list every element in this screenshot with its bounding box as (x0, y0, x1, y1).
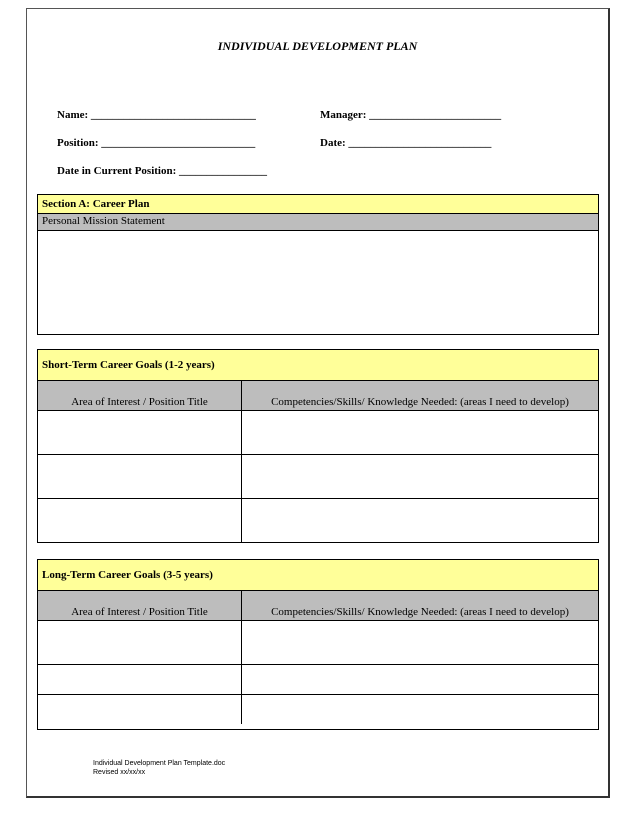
long-term-col-competencies: Competencies/Skills/ Knowledge Needed: (areas I need to develop) (271, 606, 569, 618)
short-term-header: Short-Term Career Goals (1-2 years) (38, 350, 598, 380)
short-term-competency-cell-3[interactable] (242, 499, 598, 542)
long-term-header: Long-Term Career Goals (3-5 years) (38, 560, 598, 590)
document-page (26, 8, 610, 798)
long-term-area-cell-2[interactable] (38, 665, 242, 694)
date-in-position-field[interactable]: Date in Current Position: ________________ (57, 165, 268, 177)
table-row (38, 620, 598, 664)
long-term-col-area: Area of Interest / Position Title (38, 591, 242, 620)
short-term-column-headers (38, 380, 598, 410)
table-row (38, 410, 598, 454)
long-term-column-headers (38, 590, 598, 620)
short-term-area-cell-2[interactable] (38, 455, 242, 498)
short-term-col-area: Area of Interest / Position Title (38, 381, 242, 410)
long-term-competency-cell-1[interactable] (242, 621, 598, 664)
long-term-area-cell-3[interactable] (38, 695, 242, 724)
manager-field[interactable]: Manager: ________________________ (320, 109, 502, 121)
footer-revised: Revised xx/xx/xx (93, 769, 146, 776)
short-term-goals-section (37, 349, 599, 543)
position-field[interactable]: Position: ____________________________ (57, 137, 256, 149)
section-a-career-plan (37, 194, 599, 335)
short-term-col-competencies: Competencies/Skills/ Knowledge Needed: (areas I need to develop) (271, 396, 569, 408)
date-field[interactable]: Date: __________________________ (320, 137, 492, 149)
footer-filename: Individual Development Plan Template.doc (93, 760, 226, 767)
long-term-competency-cell-2[interactable] (242, 665, 598, 694)
mission-statement-label: Personal Mission Statement (38, 213, 598, 230)
mission-statement-input[interactable] (38, 230, 598, 335)
table-row (38, 694, 598, 724)
table-row (38, 454, 598, 498)
short-term-competency-cell-1[interactable] (242, 411, 598, 454)
long-term-area-cell-1[interactable] (38, 621, 242, 664)
short-term-area-cell-3[interactable] (38, 499, 242, 542)
long-term-goals-section (37, 559, 599, 730)
name-field[interactable]: Name: ______________________________ (57, 109, 256, 121)
short-term-competency-cell-2[interactable] (242, 455, 598, 498)
short-term-area-cell-1[interactable] (38, 411, 242, 454)
table-row (38, 498, 598, 542)
section-a-header: Section A: Career Plan (38, 195, 598, 213)
long-term-competency-cell-3[interactable] (242, 695, 598, 724)
page-footer (93, 759, 225, 777)
table-row (38, 664, 598, 694)
page-title: INDIVIDUAL DEVELOPMENT PLAN (217, 39, 418, 53)
